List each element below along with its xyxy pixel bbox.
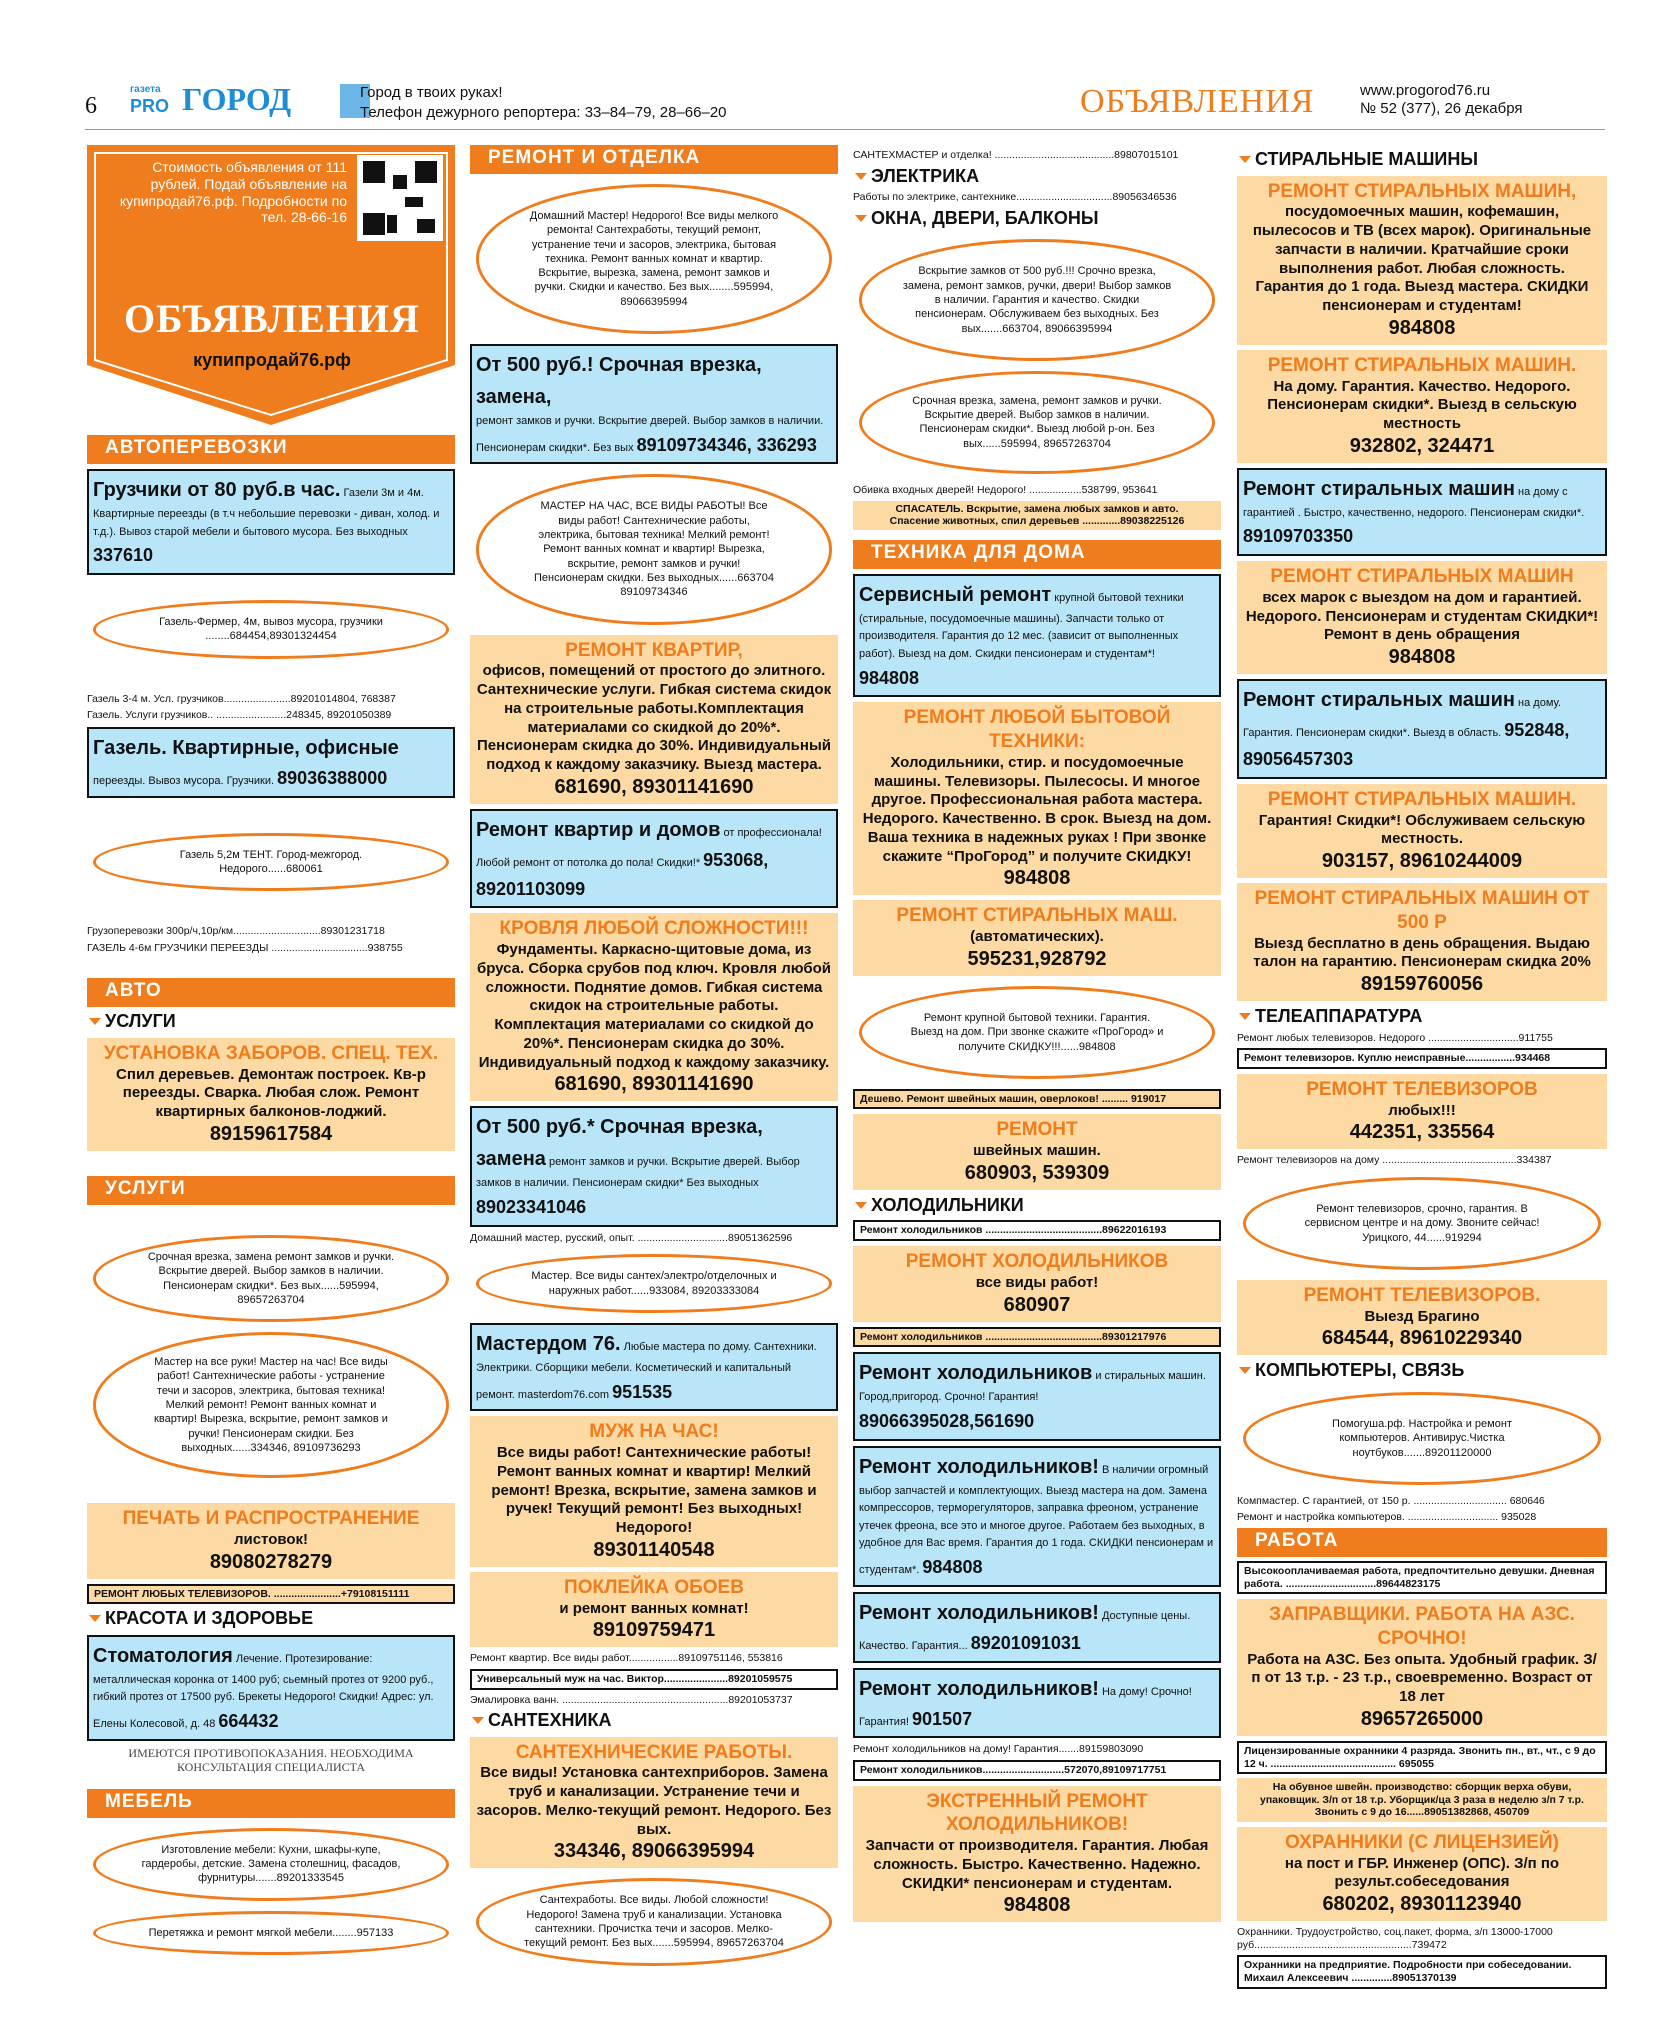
ad-text: ремонт замков и ручки. Вскрытие дверей. Выбор замков в наличии. Пенсионерам скидки*. Без вых (476, 415, 824, 454)
ad-phone: 903157, 89610244009 (1321, 850, 1523, 873)
column-2 (470, 145, 838, 1976)
ad-text: Газели 3м и 4м. Квартирные переезды (в т.ч небольшие перевозки - диван, холод. и т.д.). Вывоз старой мебели и бытового мусора. Без выходных (93, 487, 440, 538)
subsection-beauty: КРАСОТА И ЗДОРОВЬЕ (87, 1608, 455, 1630)
promo-title: ОБЪЯВЛЕНИЯ (124, 296, 420, 341)
ad-santeh-raboty (470, 1737, 838, 1869)
ad-mebel: Изготовление мебели: Кухни, шкафы-купе, гардеробы, детские. Замена столешниц, фасадов, фурнитуры.......89201333545 (93, 1828, 449, 1901)
ad-holod-zapchasti (853, 1446, 1221, 1587)
ad-title: КРОВЛЯ ЛЮБОЙ СЛОЖНОСТИ!!! (499, 918, 809, 940)
ad-phone: 442351, 335564 (1349, 1121, 1495, 1144)
ad-krupnaya-tehnika: Ремонт крупной бытовой техники. Гарантия. Выезд на дом. При звонке скажите «ПроГород» и получите СКИДКУ!!!......984808 (859, 986, 1215, 1079)
ad-text: ремонт замков и ручки. Вскрытие дверей. Выбор замков в наличии. Пенсионерам скидки* Без выходных (476, 1156, 800, 1190)
ad-phone: 89201091031 (970, 1632, 1081, 1653)
ad-phone: 89109703350 (1243, 526, 1354, 547)
subsection-stiralnye: СТИРАЛЬНЫЕ МАШИНЫ (1237, 149, 1607, 171)
ad-domashniy-master: Домашний Мастер! Недорого! Все виды мелкого ремонта! Сантехработы, текущий ремонт, устранение течи и засоров, электрика, бытовая техника. Ремонт ванных комнат и квартир. Вскрытие, вырезка, замена, ремонт замков и ручки. Скидки и качество. Без вых........595994, 89066395994 (476, 184, 832, 334)
ad-phone: 680202, 89301123940 (1322, 1893, 1522, 1916)
ad-text: СПАСАТЕЛЬ. Вскрытие, замена любых замков и авто. (895, 502, 1179, 515)
ad-text: Лечение. Протезирование: металлическая коронка от 1400 руб; сьемный протез от 9200 руб., гибкий протез от 17500 руб. Брекеты Недорого! Скидки! Адрес: ул. Елены Колесовой, д. 48 (93, 1652, 434, 1731)
ad-phone: 953068, 89201103099 (476, 849, 769, 899)
ad-remont-bytovoy (853, 702, 1221, 895)
ad-title: РЕМОНТ СТИРАЛЬНЫХ МАШИН. (1267, 354, 1577, 376)
ad-phone: 89066395028,561690 (859, 1410, 1035, 1431)
ad-title: ПОКЛЕЙКА ОБОЕВ (564, 1576, 744, 1598)
ad-title: От 500 руб.! Срочная врезка, замена, (476, 354, 762, 409)
ad-line: Эмалировка ванн. .........................................................89201053737 (470, 1693, 793, 1706)
ad-title: РЕМОНТ ХОЛОДИЛЬНИКОВ (905, 1251, 1169, 1273)
ad-phone: 680903, 539309 (964, 1161, 1110, 1184)
ad-gazel-office (87, 727, 455, 798)
ad-spasatel (853, 501, 1221, 530)
ad-title: МУЖ НА ЧАС! (589, 1421, 719, 1443)
subsection-holodilniki: ХОЛОДИЛЬНИКИ (853, 1195, 1221, 1217)
ad-title: Ремонт холодильников! (859, 1455, 1099, 1478)
ad-title: От 500 руб.* Срочная врезка, замена (476, 1116, 763, 1171)
ad-phone: 595231,928792 (967, 947, 1107, 970)
ad-phone: 89023341046 (476, 1196, 587, 1217)
ad-line-boxed: Высокооплачиваемая работа, предпочтительно девушки. Дневная работа. ...............................89644823175 (1237, 1561, 1607, 1594)
section-header-auto-transport: АВТОПЕРЕВОЗКИ (87, 435, 455, 464)
ad-tv-2 (1237, 1280, 1607, 1356)
ad-phone: 89036388000 (277, 767, 388, 788)
ad-line: Домашний мастер, русский, опыт. ...............................89051362596 (470, 1231, 793, 1244)
ad-title: Грузчики от 80 руб.в час. (93, 479, 341, 501)
ad-vrezka-zamena: Срочная врезка, замена, ремонт замков и ручки. Вскрытие дверей. Выбор замков в наличии. Пенсионерам скидки*. Выезд любой р-он. Без вых......595994, 89657263704 (859, 371, 1215, 474)
ad-text: на пост и ГБР. Инженер (ОПС). З/п по результ.собеседования (1284, 1854, 1560, 1891)
ad-text: и стиральных машин. Город,пригород. Срочно! Гарантия! (859, 1370, 1206, 1404)
column-4 (1237, 145, 1607, 1993)
ad-line-boxed: Охранники на предприятие. Подробности при собеседовании. Михаил Алексеевич ..............89051370139 (1237, 1955, 1607, 1988)
logo-pro: PRO (130, 96, 170, 116)
ad-remont-shveynyh (853, 1114, 1221, 1190)
ad-text: Все виды работ! Сантехнические работы! Ремонт ванных комнат и квартир! Мелкий ремонт! Врезка, вскрытие, замена замков и ручек! Текущий ремонт! Без выходных! Недорого! (491, 1444, 817, 1537)
ad-master-na-chas: МАСТЕР НА ЧАС, ВСЕ ВИДЫ РАБОТЫ! Все виды работ! Сантехнические работы, электрика, бытовая техника! Мелкий ремонт! Ремонт ванных комнат и квартир! Вырезка, вскрытие, ремонт замков и ручки! Пенсионерам скидки. Без выходных......663704 89109734346 (476, 474, 832, 624)
header-phone: Телефон дежурного репортера: 33–84–79, 28–66–20 (360, 104, 727, 121)
section-header-uslugi: УСЛУГИ (87, 1176, 455, 1205)
ad-phone: 664432 (218, 1711, 279, 1732)
ad-title: Ремонт стиральных машин (1243, 689, 1515, 712)
logo (130, 78, 360, 124)
ad-line: Компмастер. С гарантией, от 150 р. ................................ 680646 (1237, 1494, 1545, 1507)
header-slogan: Город в твоих руках! (360, 84, 503, 101)
ad-gazel-fermer: Газель-Фермер, 4м, вывоз мусора, грузчики ........684454,89301324454 (93, 600, 449, 659)
ad-text: все виды работ! (975, 1273, 1099, 1291)
ad-text: всех марок с выездом на дом и гарантией. Недорого. Пенсионерам и студентам СКИДКИ*! Ремонт в день обращения (1245, 588, 1599, 644)
ad-phone: 89109734346, 336293 (636, 434, 817, 455)
ad-text: Работа на АЗС. Без опыта. Удобный график. З/п от 13 т.р. - 23 т.р., своевременно. Возраст от 18 лет (1247, 1650, 1597, 1706)
section-header-rabota: РАБОТА (1237, 1528, 1607, 1557)
subsection-uslugi: УСЛУГИ (87, 1011, 455, 1033)
subsection-okna: ОКНА, ДВЕРИ, БАЛКОНЫ (853, 208, 1221, 230)
ad-title: Ремонт холодильников! (859, 1677, 1099, 1700)
ad-shveynye: Дешево. Ремонт швейных машин, оверлоков! ......... 919017 (853, 1089, 1221, 1110)
ad-vrezka: Срочная врезка, замена ремонт замков и ручки. Вскрытие дверей. Выбор замков в наличии. Пенсионерам скидки*. Без вых......595994, 89657263704 (93, 1235, 449, 1322)
ad-title: ПЕЧАТЬ И РАСПРОСТРАНЕНИЕ (122, 1508, 420, 1530)
ad-muzh-na-chas (470, 1416, 838, 1567)
ad-text: Выезд бесплатно в день обращения. Выдаю талон на гарантию. Пенсионерам скидка 20% (1253, 934, 1591, 971)
ad-print (87, 1503, 455, 1579)
ad-vrezka-zamena (470, 1106, 838, 1226)
ad-holod-na-domu (853, 1668, 1221, 1739)
ad-phone: 89301140548 (593, 1538, 715, 1561)
column-1 (87, 145, 455, 1965)
ad-stomatologiya (87, 1635, 455, 1741)
ad-title: ЭКСТРЕННЫЙ РЕМОНТ ХОЛОДИЛЬНИКОВ! (926, 1790, 1148, 1836)
ad-phone: 901507 (912, 1708, 973, 1729)
ad-line: Ремонт телевизоров на дому ..............................................334387 (1237, 1154, 1552, 1167)
ad-title: Ремонт холодильников! (859, 1601, 1099, 1624)
ad-text: Запчасти от производителя. Гарантия. Любая сложность. Быстро. Качественно. Надежно. СКИДКИ* пенсионерам и студентам. (865, 1837, 1209, 1892)
page-header (85, 78, 1605, 130)
ad-line-boxed: Ремонт телевизоров. Куплю неисправные.................934468 (1237, 1048, 1607, 1069)
ad-line-boxed: Ремонт холодильников............................572070,89109717751 (853, 1760, 1221, 1781)
ad-line: САНТЕХМАСТЕР и отделка! .........................................89807015101 (853, 149, 1179, 161)
ad-text: от профессионала! Любой ремонт от потолка до пола! Скидки!* (476, 826, 822, 869)
ad-stiral-3 (1237, 468, 1607, 556)
ad-santehraboty: Сантехработы. Все виды. Любой сложности! Недорого! Замена труб и канализации. Установка сантехники. Прочистка течи и засоров. Мелко-текущий ремонт. Без вых.......595994, 89657263704 (476, 1878, 832, 1965)
ad-text: (автоматических). (970, 928, 1104, 946)
ad-line: Ремонт и настройка компьютеров. ............................... 935028 (1237, 1511, 1537, 1524)
ad-text: На дому! Срочно! Гарантия! (859, 1685, 1192, 1728)
ad-holod-stiral (853, 1352, 1221, 1440)
ad-stiralnye-avto (853, 900, 1221, 976)
ad-text: переезды. Вывоз мусора. Грузчики. (93, 774, 275, 787)
ad-phone: 684544, 89610229340 (1321, 1327, 1523, 1350)
ad-text: любых!!! (1388, 1101, 1456, 1119)
ad-phone: 334346, 89066395994 (553, 1840, 755, 1863)
ad-phone: 952848, 89056457303 (1243, 720, 1570, 770)
ad-ohranniki (1237, 1827, 1607, 1921)
ad-phone: 681690, 89301141690 (554, 775, 754, 798)
ad-obuv: На обувное швейн. производство: сборщик верха обуви, упаковщик. З/п от 18 т.р. Уборщик/ца 3 раза в неделю з/п 7 т.р. Звонить с 9 до 16......89051382868, 450709 (1237, 1778, 1607, 1822)
ad-stiral-4 (1237, 561, 1607, 674)
ad-title: Мастердом 76. (476, 1332, 621, 1355)
ad-remont-holodilnikov (853, 1246, 1221, 1322)
logo-main: ГОРОД (182, 81, 292, 117)
ad-phone: 984808 (859, 667, 920, 688)
ad-gruzchiki (87, 469, 455, 575)
ad-phone: 680907 (1003, 1293, 1071, 1316)
promo-url[interactable]: купипродай76.рф (193, 350, 351, 370)
ad-title: Сервисный ремонт (859, 583, 1052, 606)
ad-title: РЕМОНТ (996, 1119, 1078, 1141)
ad-remont-kvartir (470, 635, 838, 804)
promo-block (87, 145, 455, 425)
ad-title: Стоматология (93, 1644, 233, 1667)
ad-stiral-2 (1237, 350, 1607, 463)
ad-title: Ремонт квартир и домов (476, 818, 721, 841)
ad-title: РЕМОНТ ЛЮБОЙ БЫТОВОЙ ТЕХНИКИ: (903, 707, 1171, 753)
ad-line: ГАЗЕЛЬ 4-6м ГРУЗЧИКИ ПЕРЕЕЗДЫ .................................938755 (87, 941, 403, 954)
ad-text: посудомоечных машин, кофемашин, пылесосов и ТВ (всех марок). Оригинальные запчасти в наличии. Кратчайшие сроки выполнения работ. Любая сложность. Гарантия до 1 года. Выезд мастера. СКИДКИ пенсионерам и студентам! (1252, 203, 1592, 315)
subsection-elektrika: ЭЛЕКТРИКА (853, 166, 1221, 188)
ad-krovlya (470, 913, 838, 1101)
ad-master-santeh: Мастер. Все виды сантех/электро/отделочных и наружных работ......933084, 89203333084 (476, 1254, 832, 1313)
ad-text: Доступные цены. Качество. Гарантия... (859, 1609, 1191, 1652)
subsection-santehnika: САНТЕХНИКА (470, 1710, 838, 1732)
ad-text: швейных машин. (973, 1142, 1101, 1160)
ad-peretyazhka: Перетяжка и ремонт мягкой мебели........957133 (93, 1911, 449, 1955)
disclaimer: ИМЕЮТСЯ ПРОТИВОПОКАЗАНИЯ. НЕОБХОДИМА КОНСУЛЬТАЦИЯ СПЕЦИАЛИСТА (128, 1745, 414, 1775)
ad-title: РЕМОНТ СТИРАЛЬНЫХ МАШИН. (1267, 788, 1577, 810)
promo-text: Стоимость объявления от 111 рублей. Подай объявление на купипродай76.рф. Подробности по тел. 28-66-16 (119, 159, 347, 226)
ad-line: Газель. Услуги грузчиков.. ........................248345, 89201050389 (87, 709, 392, 722)
section-header-avto: АВТО (87, 978, 455, 1007)
ad-text: Все виды! Установка сантехприборов. Замена труб и канализации. Устранение течи и засоров. Мелко-текущий ремонт. Недорого. Без вых. (476, 1764, 832, 1838)
ad-phone: 681690, 89301141690 (554, 1073, 754, 1096)
ad-holod-ceny (853, 1592, 1221, 1663)
ad-line: Обивка входных дверей! Недорого! ..................538799, 953641 (853, 484, 1158, 497)
ad-line-boxed: Ремонт холодильников ........................................89622016193 (853, 1220, 1221, 1241)
ad-phone: 984808 (1003, 867, 1071, 890)
column-3 (853, 145, 1221, 1927)
ad-vrezka-500 (470, 344, 838, 464)
ad-phone: 984808 (1003, 1894, 1071, 1917)
subsection-teleapparatura: ТЕЛЕАППАРАТУРА (1237, 1006, 1607, 1028)
ad-oboi (470, 1572, 838, 1648)
ad-line: Ремонт любых телевизоров. Недорого ...............................911755 (1237, 1031, 1553, 1044)
ad-pomogusha: Помогуша.рф. Настройка и ремонт компьютеров. Антивирус.Чистка ноутбуков.......89201120000 (1243, 1392, 1601, 1485)
ad-line: Ремонт квартир. Все виды работ.................89109751146, 553816 (470, 1652, 783, 1665)
logo-small: газета (130, 84, 161, 95)
ad-text: В наличии огромный выбор запчастей и комплектующих. Выезд мастера на дом. Замена компрессоров, терморегуляторов, заправка фреоном, устранение утечек фреона, все это и многое другое. Работаем без выходных, в удобное для Вас время. Гарантия до 1 года. СКИДКИ пенсионерам и студентам*. (859, 1463, 1214, 1576)
ad-line-boxed: Ремонт холодильников ........................................89301217976 (853, 1327, 1221, 1348)
ad-title: ЗАПРАВЩИКИ. РАБОТА НА АЗС. СРОЧНО! (1269, 1604, 1575, 1649)
ad-text: Гарантия! Скидки*! Обслуживаем сельскую местность. (1258, 811, 1586, 848)
ad-stiral-7 (1237, 883, 1607, 1001)
page-number: 6 (85, 93, 97, 119)
ad-stiral-1 (1237, 176, 1607, 345)
ad-vskrytie-zamkov: Вскрытие замков от 500 руб.!!! Срочно врезка, замена, ремонт замков, ручки, двери! Выбор замков в наличии. Гарантия и качество. Скидки пенсионерам. Обслуживаем без выходных. Без вых.......663704, 89066395994 (859, 239, 1215, 360)
ad-text: и ремонт ванных комнат! (559, 1599, 749, 1617)
subsection-kompyutery: КОМПЬЮТЕРЫ, СВЯЗЬ (1237, 1360, 1607, 1382)
section-title: ОБЪЯВЛЕНИЯ (1080, 83, 1315, 120)
ad-title: РЕМОНТ ТЕЛЕВИЗОРОВ (1306, 1078, 1538, 1100)
ad-line-boxed: Лицензированные охранники 4 разряда. Звонить пн., вт., чт., с 9 до 12 ч. ........................................... 695055 (1237, 1741, 1607, 1774)
ad-stiral-5 (1237, 679, 1607, 779)
ad-ekstrenny (853, 1786, 1221, 1923)
ad-title: РЕМОНТ ТЕЛЕВИЗОРОВ. (1303, 1284, 1541, 1306)
ad-text: Фундаменты. Каркасно-щитовые дома, из бруса. Сборка срубов под ключ. Кровля любой сложности. Поднятие домов. Гибкая система скидок на строительные работы. Комплектация материалами со скидкой до 20%*. Пенсионерам скидка до 30%. Индивидуальный подход к каждому заказчику. (476, 941, 832, 1071)
ad-line: Охранники. Трудоустройство, соц.пакет, форма, з/п 13000-17000 руб......................................................739472 (1237, 1926, 1553, 1951)
ad-title: РЕМОНТ СТИРАЛЬНЫХ МАШИН, (1267, 180, 1577, 202)
ad-azs (1237, 1599, 1607, 1736)
ad-title: Газель. Квартирные, офисные (93, 736, 399, 759)
ad-tv-repair: РЕМОНТ ЛЮБЫХ ТЕЛЕВИЗОРОВ. .......................+79108151111 (87, 1584, 455, 1605)
ad-servisny-remont (853, 574, 1221, 698)
ad-title: Ремонт стиральных машин (1243, 477, 1515, 500)
ad-phone: 984808 (1388, 316, 1456, 339)
ad-title: УСТАНОВКА ЗАБОРОВ. СПЕЦ. ТЕХ. (103, 1042, 439, 1064)
ad-text: офисов, помещений от простого до элитного. Сантехнические услуги. Гибкая система скидок на строительные работы.Комплектация материалами со скидкой до 20%*. Пенсионерам скидка до 30%. Индивидуальный подход к каждому заказчику. Выезд мастера. (476, 662, 832, 774)
ad-title: САНТЕХНИЧЕСКИЕ РАБОТЫ. (515, 1741, 793, 1763)
ad-text: Спил деревьев. Демонтаж построек. Кв-р переезды. Сварка. Любая слож. Ремонт квартирных балконов-лоджий. (116, 1065, 426, 1121)
ad-phone: 89657265000 (1360, 1707, 1484, 1730)
ad-text: Спасение животных, спил деревьев .............89038225126 (889, 515, 1185, 528)
ad-tv-srochno: Ремонт телевизоров, срочно, гарантия. В сервисном центре и на дому. Звоните сейчас! Урицкого, 44......919294 (1243, 1177, 1601, 1270)
ad-title: РЕМОНТ СТИРАЛЬНЫХ МАШИН ОТ 500 Р (1254, 888, 1590, 933)
ad-text: На дому. Гарантия. Качество. Недорого. Пенсионерам скидки*. Выезд в сельскую местность (1267, 377, 1577, 433)
ad-line-boxed: Универсальный муж на час. Виктор......................89201059575 (470, 1669, 838, 1690)
ad-text: листовок! (233, 1530, 309, 1548)
ad-text: на дому. Гарантия. Пенсионерам скидки*. Выезд в область. (1243, 697, 1561, 740)
ad-title: РЕМОНТ СТИРАЛЬНЫХ МАШИН (1270, 566, 1574, 588)
ad-title: РЕМОНТ КВАРТИР, (565, 639, 743, 661)
ad-phone: 337610 (93, 545, 154, 566)
ad-master-na-vse-ruki: Мастер на все руки! Мастер на час! Все виды работ! Сантехнические работы - устранение течи и засоров, электрика, бытовая техника! Мелкий ремонт! Ремонт ванных комнат и квартир! Вырезка, вскрытие, ремонт замков и ручки! Пенсионерам скидки. Без выходных......334346, 89109736293 (93, 1332, 449, 1478)
ad-text: Холодильники, стир. и посудомоечные машины. Телевизоры. Пылесосы. И многое другое. Профессиональная работа мастера. Недорого. Качественно. В срок. Выезд на дом. Ваша техника в надежных руках ! При звонке скажите “ПроГород” и получите СКИДКУ! (862, 753, 1212, 865)
ad-phone: 951535 (612, 1381, 673, 1402)
ad-zabory (87, 1038, 455, 1151)
ad-text: Выезд Брагино (1364, 1307, 1480, 1325)
ad-title: РЕМОНТ СТИРАЛЬНЫХ МАШ. (896, 905, 1178, 927)
site-link[interactable]: www.progorod76.ru (1360, 82, 1491, 99)
ad-line: Ремонт холодильников на дому! Гарантия.......89159803090 (853, 1743, 1144, 1756)
ad-remont-domov (470, 809, 838, 909)
ad-title: Ремонт холодильников (859, 1362, 1093, 1385)
ad-phone: 89080278279 (209, 1550, 333, 1573)
ad-phone: 932802, 324471 (1349, 434, 1495, 457)
ad-phone: 89159617584 (209, 1122, 333, 1145)
ad-tv-1 (1237, 1074, 1607, 1150)
section-header-tehnika: ТЕХНИКА ДЛЯ ДОМА (853, 540, 1221, 569)
ad-phone: 984808 (922, 1556, 983, 1577)
section-header-remont: РЕМОНТ И ОТДЕЛКА (470, 145, 838, 174)
issue-number: № 52 (377), 26 декабря (1360, 100, 1523, 117)
ad-line: Работы по электрике, сантехнике.................................89056346536 (853, 191, 1177, 204)
ad-line: Газель 3-4 м. Усл. грузчиков.......................89201014804, 768387 (87, 692, 396, 705)
ad-phone: 89109759471 (592, 1619, 716, 1642)
ad-phone: 984808 (1388, 646, 1456, 669)
ad-text: крупной бытовой техники (стиральные, посудомоечные машины). Запчасти только от производителя. Гарантия до 12 мес. (зависит от выполненных работ). Выезд на дом. Скидки пенсионерам и студентам*! (859, 591, 1184, 661)
ad-text: Любые мастера по дому. Сантехники. Электрики. Сборщики мебели. Косметический и капитальный ремонт. masterdom76.com (476, 1340, 817, 1401)
ad-masterdom (470, 1323, 838, 1411)
ad-text: на дому с гарантией . Быстро, качественно, недорого. Пенсионерам скидки*. (1243, 485, 1585, 519)
ad-line: Грузоперевозки 300р/ч,10р/км..............................89301231718 (87, 925, 385, 938)
ad-phone: 89159760056 (1360, 973, 1484, 996)
section-header-mebel: МЕБЕЛЬ (87, 1789, 455, 1818)
ad-gazel-tent: Газель 5,2м ТЕНТ. Город-межгород. Недорого......680061 (93, 833, 449, 892)
ad-stiral-6 (1237, 784, 1607, 878)
ad-title: ОХРАННИКИ (С ЛИЦЕНЗИЕЙ) (1285, 1831, 1559, 1853)
